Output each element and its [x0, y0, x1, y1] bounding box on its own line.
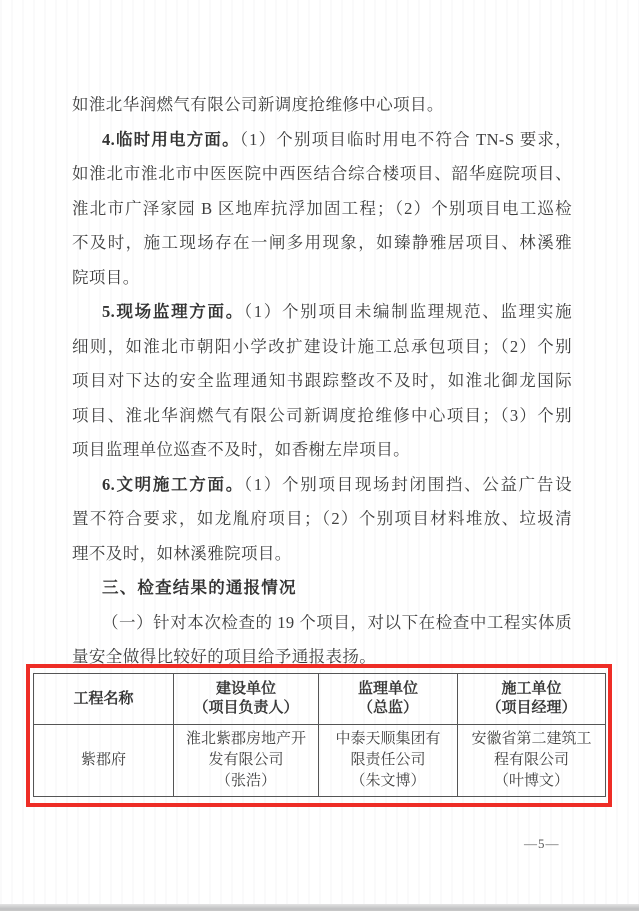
text-line: 淮北市广泽家园 B 区地库抗浮加固工程；（2）个别项目电工巡检 [72, 198, 572, 218]
page-number: —5— [524, 836, 560, 851]
text-line: 5.现场监理方面。（1）个别项目未编制监理规范、监理实施 [102, 302, 572, 321]
body-text [72, 88, 572, 675]
header-line1: 施工单位 [501, 681, 562, 697]
commendation-table [33, 673, 606, 797]
text-line: 院项目。 [72, 267, 140, 287]
text-line: 6.文明施工方面。（1）个别项目现场封闭围挡、公益广告设 [102, 474, 572, 494]
header-line1: 工程名称 [73, 690, 134, 707]
table-header-contractor [458, 674, 606, 725]
cell-project [34, 725, 174, 797]
cell-supervisor [319, 725, 458, 797]
header-line2: （总监） [357, 700, 418, 716]
table-header-builder [174, 674, 319, 725]
cell-text: 紫郡府 [80, 752, 126, 768]
text-line: 项目对下达的安全监理通知书跟踪整改不及时，如淮北御龙国际 [72, 371, 572, 390]
cell-text: （张浩） [215, 773, 276, 789]
table-header-supervisor [319, 674, 458, 725]
highlight-box [26, 664, 612, 807]
section-heading: 三、检查结果的通报情况 [102, 578, 297, 597]
text-line: 不及时，施工现场存在一闸多用现象，如臻静雅居项目、林溪雅 [72, 233, 572, 252]
cell-text: 淮北紫郡房地产开发有限公司 [185, 731, 306, 768]
text-line: 理不及时，如林溪雅院项目。 [72, 543, 292, 563]
table-header-row [34, 674, 606, 725]
header-line1: 监理单位 [357, 681, 418, 697]
text-line: 如淮北华润燃气有限公司新调度抢维修中心项目。 [72, 95, 444, 114]
cell-contractor [458, 725, 606, 797]
table-header-project [34, 674, 174, 725]
header-line2: （项目负责人） [193, 700, 299, 716]
cell-text: 中泰天顺集团有限责任公司 [335, 731, 441, 768]
text-line: 细则，如淮北市朝阳小学改扩建设计施工总承包项目；（2）个别 [72, 336, 572, 356]
header-line2: （项目经理） [486, 700, 577, 716]
text-line: 量安全做得比较好的项目给予通报表扬。 [72, 647, 377, 666]
text-line: 置不符合要求，如龙胤府项目；（2）个别项目材料堆放、垃圾清 [72, 509, 572, 528]
cell-text: 安徽省第二建筑工程有限公司 [471, 731, 592, 768]
text-line: 如淮北市淮北市中医医院中西医结合综合楼项目、韶华庭院项目、 [72, 164, 572, 183]
cell-text: （朱文博） [350, 773, 426, 789]
text-line: 4.临时用电方面。（1）个别项目临时用电不符合 TN-S 要求， [102, 129, 572, 149]
cell-builder [174, 725, 319, 797]
text-line: 项目监理单位巡查不及时，如香榭左岸项目。 [72, 440, 410, 459]
header-line1: 建设单位 [215, 681, 276, 697]
text-line: 项目、淮北华润燃气有限公司新调度抢维修中心项目；（3）个别 [72, 405, 572, 425]
cell-text: （叶博文） [493, 773, 569, 789]
scan-edge [0, 904, 639, 911]
text-line: （一）针对本次检查的 19 个项目，对以下在检查中工程实体质 [102, 612, 572, 632]
table-row [34, 725, 606, 797]
